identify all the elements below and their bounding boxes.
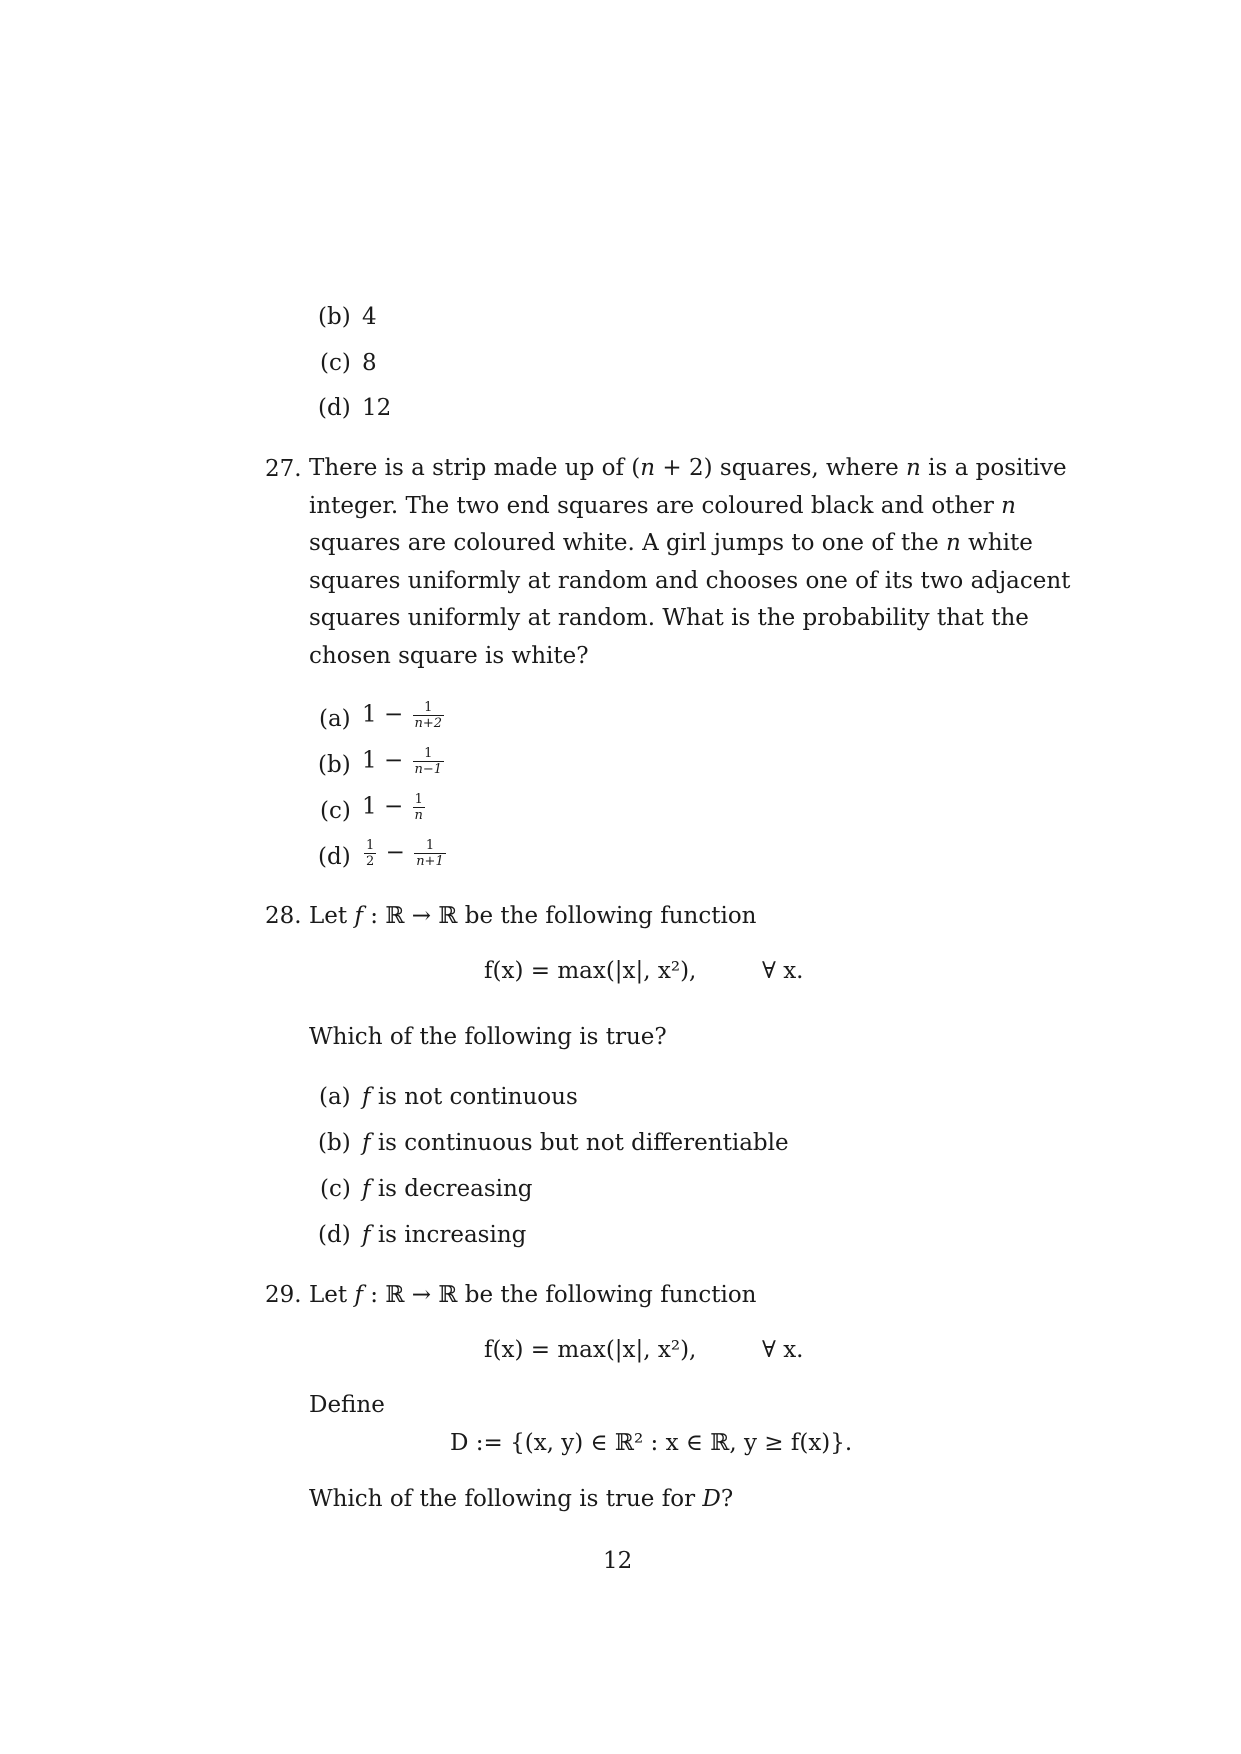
q27-line-5: squares uniformly at random. What is the probability that the [309,605,1029,631]
question-number: 29. [265,1282,302,1308]
option-math: $\frac{1}{2}$ − $\frac{1}{n+1}$ [366,838,444,869]
q27-line-1: There is a strip made up of (n + 2) squares, where n is a positive [309,455,1067,481]
fraction: $\frac{1}{n-1}$ [414,746,443,777]
question-prompt: Which of the following is true? [309,1024,667,1050]
option-math: 1 − $\frac{1}{n+2}$ [362,700,443,731]
fraction: $\frac{1}{2}$ [366,838,375,869]
option-label: (d) [318,1222,351,1248]
question-number: 28. [265,903,302,929]
q27-line-4: squares uniformly at random and chooses one of its two adjacent [309,567,1071,594]
option-text: 4 [362,304,377,330]
option-label: (b) [318,304,351,330]
option-label: (b) [318,1130,351,1156]
page-number: 12 [603,1548,633,1574]
define-label: Define [309,1392,385,1418]
fraction: $\frac{1}{n}$ [414,792,423,823]
fraction: $\frac{1}{n+1}$ [416,838,444,869]
q27-line-6: chosen square is white? [309,642,589,669]
option-math: 1 − $\frac{1}{n-1}$ [362,746,443,777]
option-label: (c) [320,1176,351,1202]
forall-clause: ∀ x. [762,958,804,984]
option-math: 1 − $\frac{1}{n}$ [362,792,423,823]
option-label: (d) [318,844,351,870]
forall-clause: ∀ x. [762,1337,804,1363]
option-text: f is continuous but not differentiable [362,1130,789,1156]
question-intro: Let f : ℝ → ℝ be the following function [309,1282,757,1308]
function-equation: f(x) = max(|x|, x²), [484,1337,697,1363]
option-text: f is decreasing [362,1176,533,1202]
q27-line-2: integer. The two end squares are coloured black and other n [309,492,1016,519]
q27-line-3: squares are coloured white. A girl jumps to one of the n white [309,530,1033,556]
option-text: 8 [362,350,377,376]
option-label: (a) [319,1084,351,1110]
option-label: (b) [318,752,351,778]
question-number: 27. [265,456,302,482]
option-text: f is not continuous [362,1084,578,1110]
set-definition: D := {(x, y) ∈ ℝ² : x ∈ ℝ, y ≥ f(x)}. [450,1430,853,1456]
option-label: (c) [320,350,351,376]
fraction: $\frac{1}{n+2}$ [414,700,443,731]
option-text: f is increasing [362,1222,527,1248]
function-equation: f(x) = max(|x|, x²), [484,958,697,984]
option-label: (d) [318,395,351,421]
option-text: 12 [362,395,392,421]
option-label: (a) [319,706,351,732]
option-label: (c) [320,798,351,824]
question-text [309,450,1070,675]
question-intro: Let f : ℝ → ℝ be the following function [309,903,757,929]
question-prompt: Which of the following is true for D? [309,1486,734,1512]
